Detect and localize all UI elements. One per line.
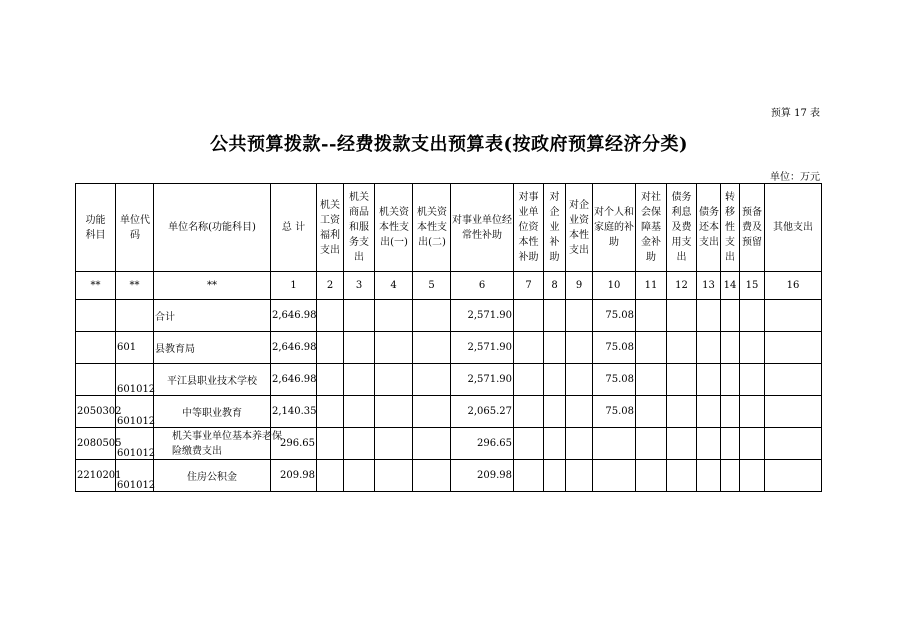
index-cell: ** (76, 272, 116, 300)
col-header: 债务还本支出 (697, 184, 721, 272)
col-header: 对事业单位资本性补助 (514, 184, 544, 272)
col6-cell: 2,571.90 (451, 364, 514, 396)
index-cell: 3 (344, 272, 375, 300)
unit-label: 单位：万元 (770, 172, 820, 183)
unit-code (116, 300, 154, 332)
col-header: 转移性支出 (721, 184, 740, 272)
col6-cell: 296.65 (451, 428, 514, 460)
page-title: 公共预算拨款--经费拨款支出预算表(按政府预算经济分类) (210, 134, 688, 155)
unit-code: 601012 (116, 396, 154, 428)
col10-cell: 75.08 (593, 300, 636, 332)
index-cell: 7 (514, 272, 544, 300)
col-header: 对个人和家庭的补助 (593, 184, 636, 272)
col-header: 对事业单位经常性补助 (451, 184, 514, 272)
col-header: 对企业资本性支出 (566, 184, 593, 272)
budget-table (75, 183, 822, 492)
unit-name: 住房公积金 (154, 460, 271, 492)
col-header: 单位名称(功能科目) (154, 184, 271, 272)
index-cell: 11 (636, 272, 667, 300)
header-row (76, 184, 822, 272)
unit-name: 中等职业教育 (154, 396, 271, 428)
col6-cell: 2,571.90 (451, 300, 514, 332)
index-cell: 9 (566, 272, 593, 300)
total-cell: 2,646.98 (271, 332, 317, 364)
unit-code: 601012 (116, 428, 154, 460)
table-row (76, 332, 822, 364)
unit-code: 601012 (116, 460, 154, 492)
index-cell: 15 (740, 272, 765, 300)
col-header: 债务利息及费用支出 (667, 184, 697, 272)
col-header: 功能科目 (76, 184, 116, 272)
col-header: 其他支出 (765, 184, 822, 272)
total-cell: 2,140.35 (271, 396, 317, 428)
func-code: 2050302 (76, 396, 116, 428)
index-cell: ** (154, 272, 271, 300)
index-cell: 16 (765, 272, 822, 300)
table-row (76, 460, 822, 492)
col-header: 机关商品和服务支出 (344, 184, 375, 272)
col6-cell: 2,571.90 (451, 332, 514, 364)
unit-name: 合计 (154, 300, 271, 332)
func-code: 2080505 (76, 428, 116, 460)
index-cell: 1 (271, 272, 317, 300)
index-cell: 12 (667, 272, 697, 300)
total-cell: 296.65 (271, 428, 317, 460)
total-cell: 2,646.98 (271, 364, 317, 396)
col-header: 单位代码 (116, 184, 154, 272)
index-cell: 2 (317, 272, 344, 300)
total-cell: 209.98 (271, 460, 317, 492)
col-header: 对社会保障基金补助 (636, 184, 667, 272)
unit-name: 县教育局 (154, 332, 271, 364)
index-cell: ** (116, 272, 154, 300)
unit-code: 601012 (116, 364, 154, 396)
unit-code: 601 (116, 332, 154, 364)
table-row (76, 364, 822, 396)
col-header: 机关资本性支出(二) (413, 184, 451, 272)
func-code (76, 300, 116, 332)
col6-cell: 209.98 (451, 460, 514, 492)
index-row (76, 272, 822, 300)
table-row (76, 300, 822, 332)
index-cell: 14 (721, 272, 740, 300)
func-code (76, 332, 116, 364)
col10-cell: 75.08 (593, 396, 636, 428)
col-header: 对企业补助 (544, 184, 566, 272)
col10-cell: 75.08 (593, 332, 636, 364)
index-cell: 6 (451, 272, 514, 300)
col-header: 机关工资福利支出 (317, 184, 344, 272)
table-row (76, 396, 822, 428)
func-code (76, 364, 116, 396)
table-row (76, 428, 822, 460)
col-header: 机关资本性支出(一) (375, 184, 413, 272)
col10-cell (593, 460, 636, 492)
col10-cell (593, 428, 636, 460)
table-number: 预算 17 表 (770, 108, 820, 119)
index-cell: 8 (544, 272, 566, 300)
col-header: 预备费及预留 (740, 184, 765, 272)
func-code: 2210201 (76, 460, 116, 492)
total-cell: 2,646.98 (271, 300, 317, 332)
col10-cell: 75.08 (593, 364, 636, 396)
col-header: 总 计 (271, 184, 317, 272)
unit-name: 平江县职业技术学校 (154, 364, 271, 396)
index-cell: 13 (697, 272, 721, 300)
unit-name: 机关事业单位基本养老保险缴费支出 (154, 428, 271, 460)
index-cell: 4 (375, 272, 413, 300)
index-cell: 10 (593, 272, 636, 300)
index-cell: 5 (413, 272, 451, 300)
col6-cell: 2,065.27 (451, 396, 514, 428)
